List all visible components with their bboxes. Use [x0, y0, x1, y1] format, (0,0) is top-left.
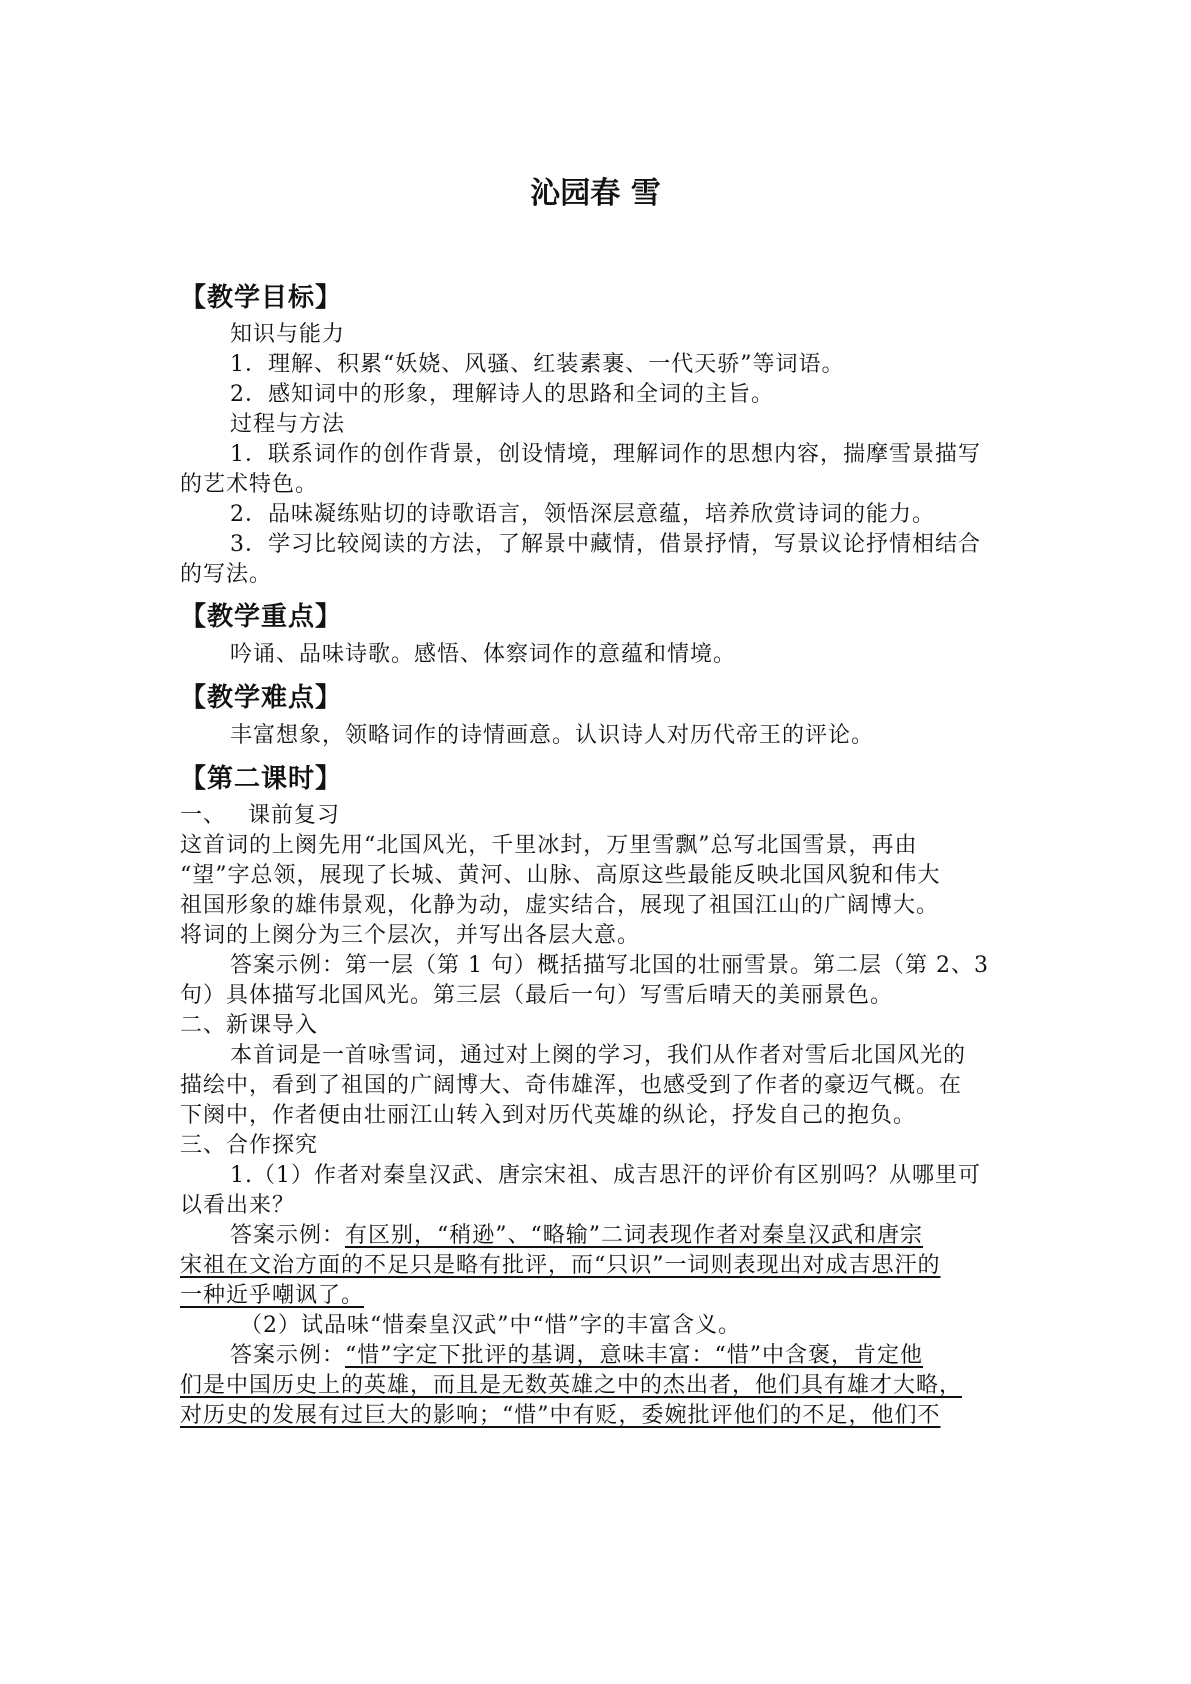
paragraph-line: 1．理解、积累“妖娆、风骚、红装素裹、一代天骄”等词语。 — [230, 352, 845, 377]
answer-text: 有区别，“稍逊”、“略输”二词表现作者对秦皇汉武和唐宗 — [345, 1223, 924, 1248]
paragraph-line: 祖国形象的雄伟景观，化静为动，虚实结合，展现了祖国江山的广阔博大。 — [180, 893, 940, 918]
paragraph-line: 句）具体描写北国风光。第三层（最后一句）写雪后晴天的美丽景色。 — [180, 983, 894, 1008]
subheading-process: 过程与方法 — [230, 412, 346, 437]
paragraph-line: 丰富想象，领略词作的诗情画意。认识诗人对历代帝王的评论。 — [230, 723, 875, 748]
answer-line: 们是中国历史上的英雄，而且是无数英雄之中的杰出者，他们具有雄才大略， — [180, 1373, 963, 1398]
section-title: 课前复习 — [248, 803, 341, 828]
section-number: 一、 — [180, 803, 227, 828]
paragraph-line: 将词的上阕分为三个层次，并写出各层大意。 — [180, 923, 641, 948]
paragraph-line: 答案示例：第一层（第 1 句）概括描写北国的壮丽雪景。第二层（第 2、3 — [230, 953, 989, 978]
question-line: 1.（1）作者对秦皇汉武、唐宗宋祖、成吉思汗的评价有区别吗？从哪里可 — [230, 1163, 981, 1188]
heading-difficulty: 【教学难点】 — [180, 683, 343, 713]
paragraph-line: 3．学习比较阅读的方法，了解景中藏情，借景抒情，写景议论抒情相结合 — [230, 532, 981, 557]
paragraph-line: 这首词的上阕先用“北国风光，千里冰封，万里雪飘”总写北国雪景，再由 — [180, 833, 918, 858]
paragraph-line: 1．联系词作的创作背景，创设情境，理解词作的思想内容，揣摩雪景描写 — [230, 442, 981, 467]
answer-prefix: 答案示例： — [230, 1343, 346, 1368]
section-title: 二、新课导入 — [180, 1013, 319, 1038]
paragraph-line: 吟诵、品味诗歌。感悟、体察词作的意蕴和情境。 — [230, 642, 737, 667]
paragraph-line: 的艺术特色。 — [180, 472, 319, 497]
paragraph-line: 描绘中，看到了祖国的广阔博大、奇伟雄浑，也感受到了作者的豪迈气概。在 — [180, 1073, 963, 1098]
answer-line: 宋祖在文治方面的不足只是略有批评，而“只识”一词则表现出对成吉思汗的 — [180, 1253, 941, 1278]
question-line: 以看出来？ — [180, 1193, 296, 1218]
answer-line — [230, 1221, 923, 1251]
paragraph-line: 本首词是一首咏雪词，通过对上阕的学习，我们从作者对雪后北国风光的 — [230, 1043, 967, 1068]
paragraph-line: 2．感知词中的形象，理解诗人的思路和全词的主旨。 — [230, 382, 774, 407]
paragraph-line: “望”字总领，展现了长城、黄河、山脉、高原这些最能反映北国风貌和伟大 — [180, 863, 941, 888]
paragraph-line: 下阕中，作者便由壮丽江山转入到对历代英雄的纵论，抒发自己的抱负。 — [180, 1103, 917, 1128]
heading-focus: 【教学重点】 — [180, 602, 343, 632]
answer-line: 一种近乎嘲讽了。 — [180, 1283, 365, 1308]
section-title: 三、合作探究 — [180, 1133, 319, 1158]
paragraph-line: 2．品味凝练贴切的诗歌语言，领悟深层意蕴，培养欣赏诗词的能力。 — [230, 502, 935, 527]
answer-prefix: 答案示例： — [230, 1223, 346, 1248]
document-title: 沁园春 雪 — [530, 176, 661, 211]
paragraph-line: 的写法。 — [180, 562, 273, 587]
answer-text: “惜”字定下批评的基调，意味丰富：“惜”中含褒，肯定他 — [345, 1343, 924, 1368]
heading-objectives: 【教学目标】 — [180, 283, 343, 313]
heading-lesson: 【第二课时】 — [180, 764, 343, 794]
answer-line: 对历史的发展有过巨大的影响；“惜”中有贬，委婉批评他们的不足，他们不 — [180, 1403, 941, 1428]
answer-line — [230, 1341, 923, 1371]
subheading-knowledge: 知识与能力 — [230, 322, 346, 347]
question-line: （2）试品味“惜秦皇汉武”中“惜”字的丰富含义。 — [240, 1313, 741, 1338]
